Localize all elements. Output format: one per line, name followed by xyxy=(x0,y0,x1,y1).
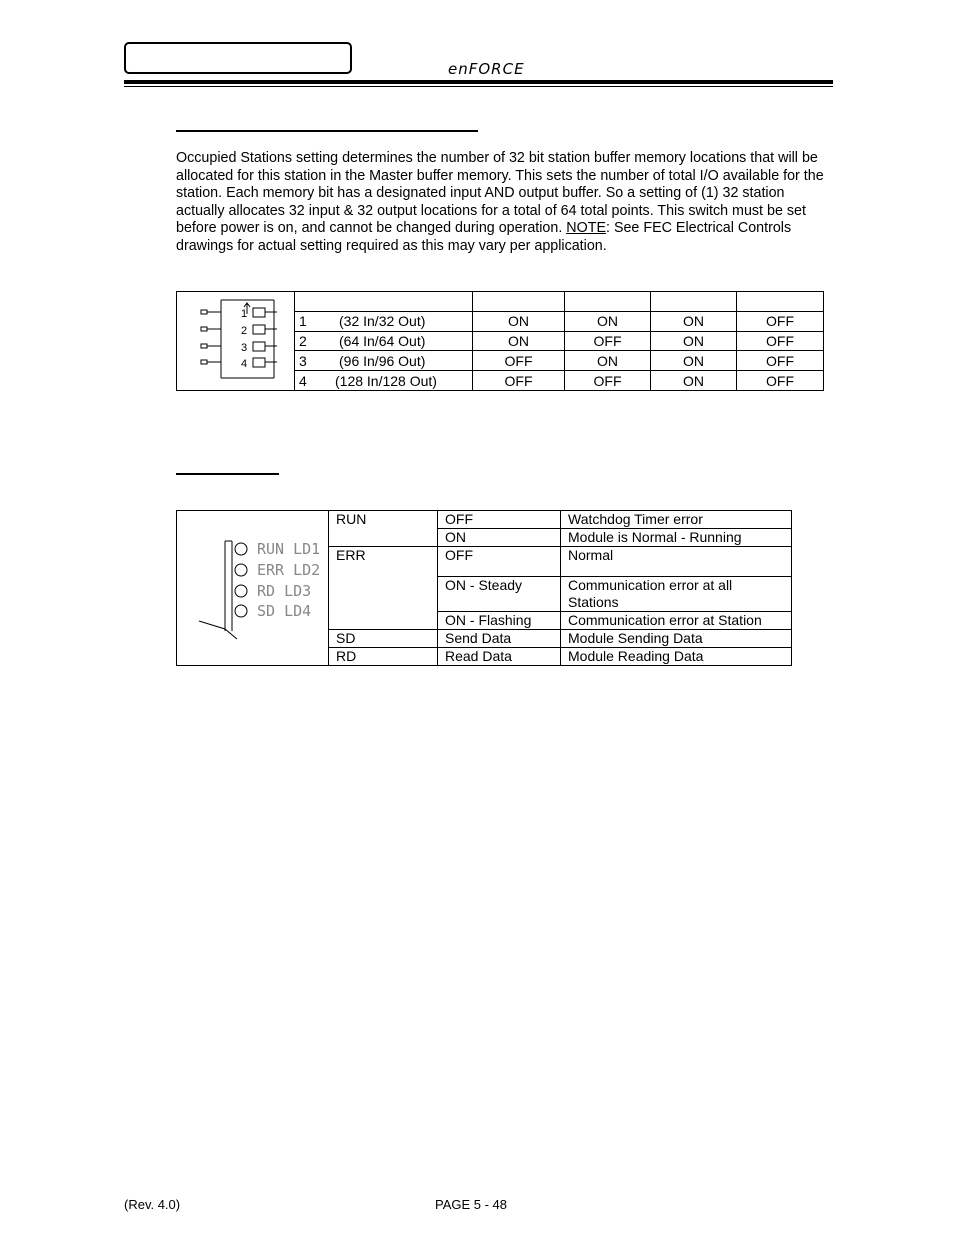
header-cell xyxy=(565,292,651,312)
led-description: Watchdog Timer error xyxy=(561,511,792,529)
led-description: Module Sending Data xyxy=(561,630,792,648)
header-cell xyxy=(651,292,737,312)
footer-revision: (Rev. 4.0) xyxy=(124,1197,181,1212)
led-diagram-cell xyxy=(177,511,329,666)
led-state: Send Data xyxy=(438,630,561,648)
led-state: OFF xyxy=(438,547,561,577)
option-desc: (128 In/128 Out) xyxy=(335,372,437,389)
led-name: RUN xyxy=(329,511,438,547)
led-name: SD xyxy=(329,630,438,648)
led-description: Module Reading Data xyxy=(561,648,792,666)
enforce-logo: enFORCE xyxy=(448,60,525,78)
section-heading-underline xyxy=(176,130,478,132)
section-heading-underline xyxy=(176,473,279,475)
switch-2-value: ON xyxy=(565,311,651,331)
note-label: NOTE xyxy=(566,220,606,236)
led-name: ERR xyxy=(329,547,438,630)
header-cell xyxy=(737,292,824,312)
table-row xyxy=(177,511,792,529)
header-rule-thin xyxy=(124,86,833,87)
led-status-table xyxy=(176,510,792,666)
dip-switch-icon xyxy=(177,292,294,386)
switch-1-value: ON xyxy=(473,331,565,351)
switch-3-value: ON xyxy=(651,351,737,371)
led-panel-icon xyxy=(177,511,328,661)
option-desc: (32 In/32 Out) xyxy=(339,313,426,330)
option-desc: (64 In/64 Out) xyxy=(339,332,426,349)
switch-2-value: OFF xyxy=(565,371,651,391)
option-number: 2 xyxy=(299,332,307,349)
led-description: Module is Normal - Running xyxy=(561,529,792,547)
switch-3-value: ON xyxy=(651,331,737,351)
switch-3-value: ON xyxy=(651,371,737,391)
option-number: 4 xyxy=(299,372,307,389)
note-text: : See FEC Electrical Controls drawings for actual setting required as this may vary per application. xyxy=(176,220,792,254)
led-state: Read Data xyxy=(438,648,561,666)
switch-4-value: OFF xyxy=(737,371,824,391)
switch-3-value: ON xyxy=(651,311,737,331)
led-description: Communication error at all Stations xyxy=(561,577,792,612)
switch-label-1: 1 xyxy=(241,308,248,320)
switch-label-3: 3 xyxy=(241,342,248,354)
led-description: Normal xyxy=(561,547,792,577)
header-cell xyxy=(473,292,565,312)
switch-label-2: 2 xyxy=(241,325,248,337)
led-state: ON - Flashing xyxy=(438,612,561,630)
option-number: 3 xyxy=(299,352,307,369)
switch-4-value: OFF xyxy=(737,351,824,371)
led-state: OFF xyxy=(438,511,561,529)
led-state: ON - Steady xyxy=(438,577,561,612)
led-label-run: RUN LD1 xyxy=(257,540,321,558)
occupied-stations-paragraph xyxy=(176,150,836,255)
option-desc: (96 In/96 Out) xyxy=(339,352,426,369)
option-number: 1 xyxy=(299,313,307,330)
switch-4-value: OFF xyxy=(737,331,824,351)
switch-4-value: OFF xyxy=(737,311,824,331)
led-label-sd: SD LD4 xyxy=(257,602,312,620)
paragraph-main: Occupied Stations setting determines the number of 32 bit station buffer memory locations that will be allocated for this station in the Master buffer memory. This sets the number of total I/O available for the station. Each memory bit has a designated input AND output buffer. So a setting of (1) 32 station actually allocates 32 input & 32 output locations for a total of 64 total points. This switch must be set before power is on, and cannot be changed during operation. xyxy=(176,150,824,236)
led-description: Communication error at Station xyxy=(561,612,792,630)
switch-label-4: 4 xyxy=(241,358,248,370)
led-state: ON xyxy=(438,529,561,547)
switch-1-value: ON xyxy=(473,311,565,331)
footer-page-number: PAGE 5 - 48 xyxy=(435,1197,508,1212)
station-setting-table xyxy=(176,291,824,391)
switch-2-value: ON xyxy=(565,351,651,371)
header-rule xyxy=(124,80,833,84)
switch-2-value: OFF xyxy=(565,331,651,351)
led-label-rd: RD LD3 xyxy=(257,582,312,600)
header-title-box xyxy=(124,42,352,74)
dip-switch-diagram-cell xyxy=(177,292,295,391)
switch-1-value: OFF xyxy=(473,371,565,391)
header-cell xyxy=(295,292,473,312)
led-name: RD xyxy=(329,648,438,666)
led-label-err: ERR LD2 xyxy=(257,561,321,579)
switch-1-value: OFF xyxy=(473,351,565,371)
